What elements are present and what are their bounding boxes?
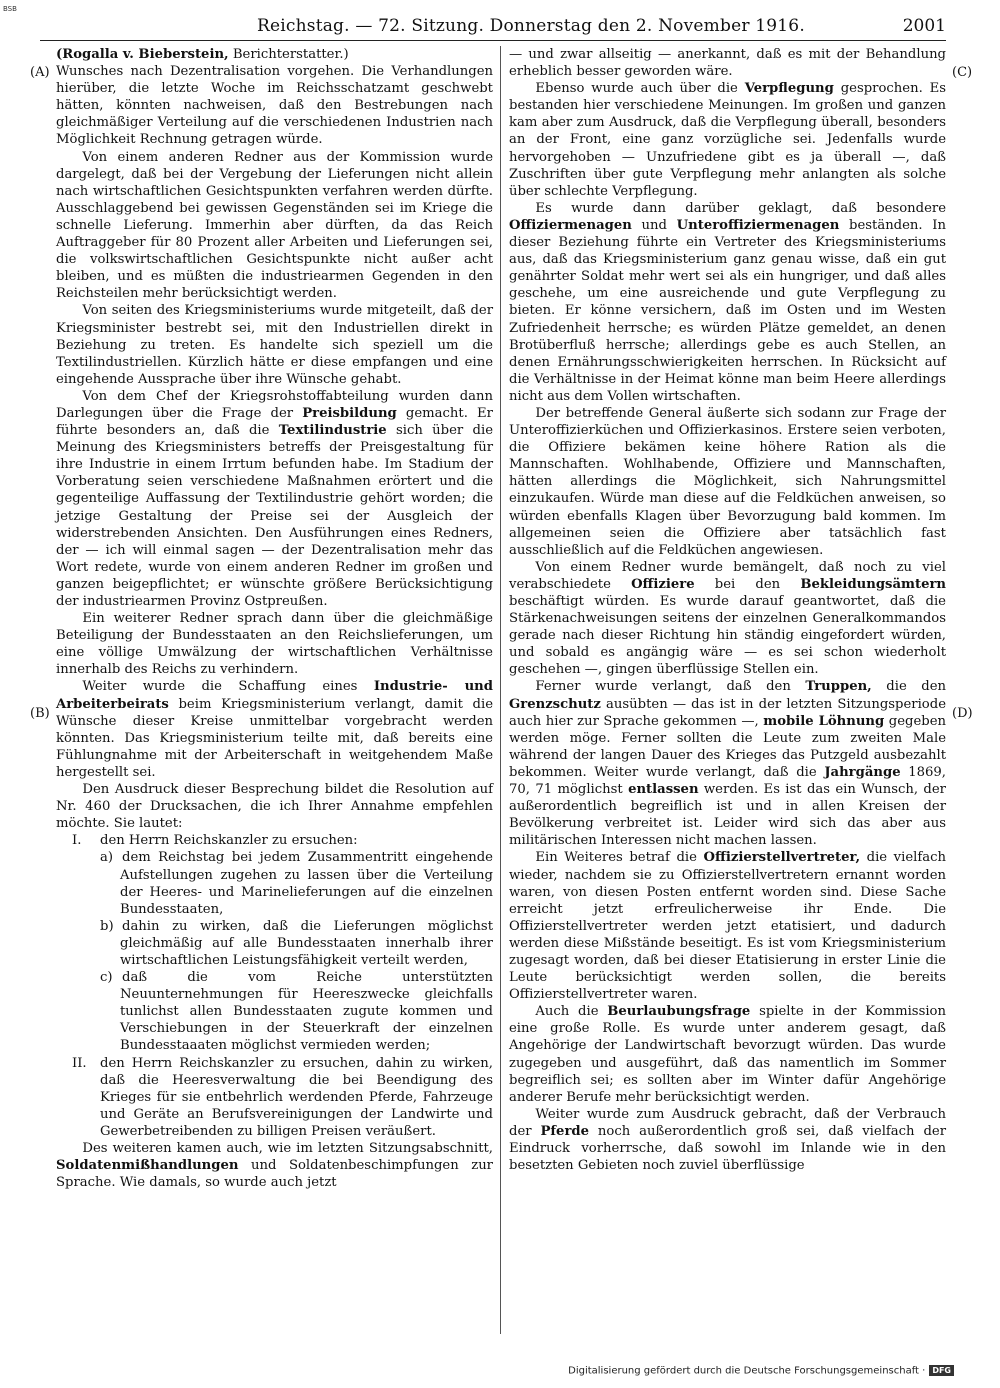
reporter-role: Berichterstatter.) xyxy=(228,47,349,62)
item-label: I. xyxy=(72,833,82,849)
bold-term: Jahrgänge xyxy=(824,764,901,780)
bold-term: Unteroffiziermenagen xyxy=(676,217,840,233)
dfg-logo: DFG xyxy=(929,1365,954,1376)
text-run: spielte in der Kommission eine große Rolle. Es wurde unter anderem gesagt, daß Angehörige der Landwirtschaft bevorzugt würden. Das wurde zugegeben und ausgeführt, daß das namentlich im Sommer begreiflich sei; es sollten aber im Winter dafür Angehörige anderer Berufe mehr berücksichtigt werden. xyxy=(509,1004,946,1105)
paragraph xyxy=(509,678,946,849)
reporter-line xyxy=(56,46,493,63)
paragraph: Von seiten des Kriegsministeriums wurde mitgeteilt, daß der Kriegsminister bestrebt sei, mit den Industriellen direkt in Beziehung zu treten. Es handelte sich speziell um die Textilindustriellen. Kürzlich hätte er diese empfangen und eine eingehende Aussprache über ihre Wünsche gehabt. xyxy=(56,303,493,387)
column-divider xyxy=(500,46,501,1334)
item-label: c) xyxy=(100,970,113,986)
bold-term: Bekleidungsämtern xyxy=(800,576,947,592)
text-run: Es wurde dann darüber geklagt, daß besondere xyxy=(535,200,946,216)
margin-marker-c: (C) xyxy=(952,65,973,80)
text-run: gesprochen. Es bestanden hier verschiedene Meinungen. Im großen und ganzen kam aber zum Ausdruck, daß die Verpflegung überall, besonders an der Front, eine ganz vorzügliche sei. Jedenfalls wurde hervorgehoben — Unzufriedene gibt es ja überall —, daß Zuschriften über gute Verpflegung mehr anlangten als solche über schlechte Verpflegung. xyxy=(509,81,946,199)
item-text: den Herrn Reichskanzler zu ersuchen, dahin zu wirken, daß die Heeresverwaltung die bei Beendigung des Krieges für sie entbehrlich werdenden Pferde, Fahrzeuge und Geräte an Berufsvereinigungen der Landwirte und Gewerbetreibenden zu billigen Preisen veräußert. xyxy=(100,1055,493,1139)
text-run: beständen. In dieser Beziehung führte ein Vertreter des Kriegsministeriums aus, daß das Kriegsministerium ganz genau wisse, daß ein gut genährter Soldat mehr wert sei als ein hungriger, und daß alles geschehe, um eine ausreichende und gute Verpflegung zu bieten. Er könne versichern, daß im Osten und im Westen Zufriedenheit herrsche; es würden Plätze gemeldet, an denen Brotüberfluß herrsche; allerdings gebe es auch Stellen, an denen Ernährungsschwierigkeiten herrschen. In Rücksicht auf die Verhältnisse in der Heimat könne man beim Heere allerdings nicht aus dem Vollen wirtschaften. xyxy=(509,217,947,404)
margin-marker-d: (D) xyxy=(952,706,973,721)
bold-term: Offiziere xyxy=(631,576,695,592)
text-run: und Soldatenbeschimpfungen zur Sprache. Wie damals, so wurde auch jetzt xyxy=(56,1158,493,1191)
bold-term: Truppen, xyxy=(805,679,872,695)
bold-term: Verpflegung xyxy=(744,81,834,97)
bold-term: Pferde xyxy=(540,1123,590,1139)
text-run: und xyxy=(631,217,677,233)
text-run: die vielfach wieder, nachdem sie zu Offizierstellvertretern ernannt worden waren, von diesen Posten entfernt worden sind. Diese Sache erreicht jetzt erfreulicherweise ihr Ende. Die Offizierstellvertreter werden jetzt etatisiert, und dadurch werden diese Mißstände beseitigt. Es ist vom Kriegsministerium zugesagt worden, daß bei dieser Etatisierung in erster Linie die Leute berücksichtigt werden sollen, die bereits Offizierstellvertreter waren. xyxy=(509,850,946,1003)
resolution-item xyxy=(56,849,493,917)
bold-term: entlassen xyxy=(628,782,699,798)
paragraph: Wunsches nach Dezentralisation vorgehen. Die Verhandlungen hierüber, die letzte Woche im Reichsschatzamt geschwebt hätten, könnten nachweisen, daß den Bestrebungen nach gleichmäßiger Verteilung auf die verschiedenen Industrien nach Möglichkeit Rechnung getragen würde. xyxy=(56,64,493,148)
resolution-list xyxy=(56,832,493,1140)
paragraph: Ein weiterer Redner sprach dann über die gleichmäßige Beteiligung der Bundesstaaten an den Reichslieferungen, um eine völlige Umwälzung der wirtschaftlichen Verhältnisse innerhalb des Reichs zu verhindern. xyxy=(56,611,493,678)
bold-term: Offizierstellvertreter, xyxy=(703,850,861,866)
paragraph xyxy=(509,80,946,200)
text-run: Weiter wurde die Schaffung eines xyxy=(82,679,374,695)
text-run: Von einem Redner wurde bemängelt, daß noch zu viel verabschiedete xyxy=(509,559,946,592)
bold-term: Offiziermenagen xyxy=(509,217,632,233)
text-run: Von dem Chef der Kriegsrohstoffabteilung wurden dann Darlegungen über die Frage der xyxy=(56,388,493,421)
text-run: Des weiteren kamen auch, wie im letzten Sitzungsabschnitt, xyxy=(82,1141,493,1156)
resolution-item xyxy=(56,918,493,969)
bold-term: mobile Löhnung xyxy=(763,713,885,729)
bold-term: Soldatenmißhandlungen xyxy=(56,1158,239,1174)
text-run: gemacht. Er führte besonders an, daß die xyxy=(56,405,493,439)
text-run: noch außerordentlich groß sei, daß vielfach der Eindruck vorherrsche, daß sowohl im Inlande wie in den besetzten Gebieten noch zuviel überflüssige xyxy=(509,1123,946,1174)
paragraph: — und zwar allseitig — anerkannt, daß es mit der Behandlung erheblich besser geworden wäre. xyxy=(509,47,946,80)
item-text: daß die vom Reiche unterstützten Neuunternehmungen für Heereszwecke gleichfalls tunlichst allen Bundesstaaten zugute kommen und Verschiebungen in der Steuerkraft der einzelnen Bundesstaaaten möglichst vermieden werden; xyxy=(120,970,493,1054)
item-text: den Herrn Reichskanzler zu ersuchen: xyxy=(100,833,358,849)
item-label: b) xyxy=(100,918,114,934)
text-run: Ebenso wurde auch über die xyxy=(535,81,745,97)
item-label: II. xyxy=(72,1055,87,1071)
text-run: bei den xyxy=(694,576,801,592)
text-run: Ein Weiteres betraf die xyxy=(535,850,704,866)
paragraph xyxy=(509,849,946,1003)
library-mark: BSB xyxy=(3,5,17,13)
paragraph: Den Ausdruck dieser Besprechung bildet die Resolution auf Nr. 460 der Drucksachen, die ich Ihrer Annahme empfehlen möchte. Sie lautet: xyxy=(56,782,493,832)
text-run: beim Kriegsministerium verlangt, damit die Wünsche dieser Kreise unmittelbar vorgebracht werden könnten. Das Kriegsministerium teilte mit, daß bereits eine Fühlungnahme mit der Arbeiterschaft in weitgehendem Maße hergestellt sei. xyxy=(56,696,493,780)
paragraph xyxy=(509,1106,946,1174)
text-run: werden. Es ist das ein Wunsch, der außerordentlich begreiflich ist und in allen Kreisen der Bevölkerung verbreitet ist. Leider wird sich das aber aus militärischen Interessen nicht machen lassen. xyxy=(509,782,946,849)
page-number: 2001 xyxy=(902,16,946,36)
text-run: Ferner wurde verlangt, daß den xyxy=(535,679,806,695)
bold-term: Textilindustrie xyxy=(278,423,387,439)
page-header xyxy=(40,14,946,41)
bold-term: Beurlaubungsfrage xyxy=(607,1004,751,1020)
text-run: die den xyxy=(871,679,946,695)
paragraph: Der betreffende General äußerte sich sodann zur Frage der Unteroffizierküchen und Offizierkasinos. Erstere seien verboten, die Offiziere bekämen keine höhere Ration als die Mannschaften. Wohlhabende, Offiziere und Mannschaften, hätten allerdings die Möglichkeit, sich Nahrungsmittel einzukaufen. Würde man diese auf die Feldküchen anweisen, so würden ebenfalls Klagen über Bevorzugung bald kommen. Im allgemeinen seien die Offiziere aber tatsächlich fast ausschließlich auf die Feldküchen angewiesen. xyxy=(509,405,946,558)
paragraph xyxy=(509,559,946,679)
text-run: sich über die Meinung des Kriegsministers betreffs der Preisgestaltung für ihre Industrie in einem Irrtum befunden habe. Im Stadium der Vorberatung seien verschiedene Maßnahmen erörtert und die gegenteilige Auffassung der Textilindustrie gehört worden; die jetzige Gestaltung der Preise sei der Ausgleich der widerstrebenden Ansichten. Den Ausführungen eines Redners, der — ich will einmal sagen — der Dezentralisation mehr das Wort redete, wurde von einem anderen Redner im großen und ganzen beigepflichtet; er wünschte größere Berücksichtigung der industriearmen Provinz Ostpreußen. xyxy=(56,423,494,609)
item-text: dem Reichstag bei jedem Zusammentritt eingehende Aufstellungen zugehen zu lassen über die Verteilung der Heeres- und Marinelieferungen auf die einzelnen Bundesstaaten, xyxy=(120,850,493,917)
paragraph xyxy=(56,388,493,610)
bold-term: Industrie- und Arbeiterbeirats xyxy=(56,679,493,712)
text-run: Weiter wurde zum Ausdruck gebracht, daß der Verbrauch der xyxy=(509,1106,946,1139)
paragraph xyxy=(509,200,946,405)
bold-term: Grenzschutz xyxy=(509,696,601,712)
text-run: beschäftigt würden. Es wurde darauf geantwortet, daß die Stärkenachweisungen seitens der einzelnen Generalkommandos gerade nach dieser Richtung hin ständig eingefordert würden, und sobald es angängig wäre — es sei schon wiederholt geschehen —, gingen überflüssige Stellen ein. xyxy=(509,594,946,678)
margin-marker-b: (B) xyxy=(30,706,50,721)
reporter-name: (Rogalla v. Bieberstein, xyxy=(56,47,229,62)
text-run: Auch die xyxy=(535,1004,608,1020)
resolution-item xyxy=(56,969,493,1054)
margin-marker-a: (A) xyxy=(30,65,50,80)
left-column xyxy=(56,46,493,1191)
text-run: 1869, 70, 71 möglichst xyxy=(509,764,946,798)
footer-text: Digitalisierung gefördert durch die Deutsche Forschungsgemeinschaft · xyxy=(568,1365,926,1377)
resolution-item xyxy=(56,1055,493,1140)
digitization-footer xyxy=(568,1365,954,1377)
paragraph xyxy=(56,1140,493,1191)
bold-term: Preisbildung xyxy=(302,405,397,421)
paragraph xyxy=(509,1003,946,1106)
right-column xyxy=(509,46,946,1174)
resolution-item xyxy=(56,832,493,849)
item-text: dahin zu wirken, daß die Lieferungen möglichst gleichmäßig auf alle Bundesstaaten innerhalb ihrer wirtschaftlichen Leistungsfähigkeit verteilt werden, xyxy=(120,918,493,968)
running-title: Reichstag. — 72. Sitzung. Donnerstag den 2. November 1916. xyxy=(257,16,805,36)
paragraph: Von einem anderen Redner aus der Kommission wurde dargelegt, daß bei der Vergebung der Lieferungen nicht allein nach wirtschaftlichen Gesichtspunkten verfahren werden dürfte. Ausschlaggebend bei gewissen Gegenständen sei im Kriege die schnelle Lieferung. Immerhin aber dürften, da das Reich Auftraggeber für 80 Prozent aller Arbeiten und Lieferungen sei, die volkswirtschaftlichen Gesichtspunkte nicht außer acht bleiben, und es müßten die industriearmen Gegenden in den Reichsteilen mehr berücksichtigt werden. xyxy=(56,149,493,302)
item-label: a) xyxy=(100,850,114,866)
paragraph xyxy=(56,678,493,781)
text-run: ausübten — das ist in der letzten Sitzungsperiode auch hier zur Sprache gekommen —, xyxy=(509,696,946,729)
text-run: gegeben werden möge. Ferner sollten die Leute zum zweiten Male während der langen Dauer des Krieges das Putzgeld ausbezahlt bekommen. Weiter wurde verlangt, daß die xyxy=(509,713,946,780)
